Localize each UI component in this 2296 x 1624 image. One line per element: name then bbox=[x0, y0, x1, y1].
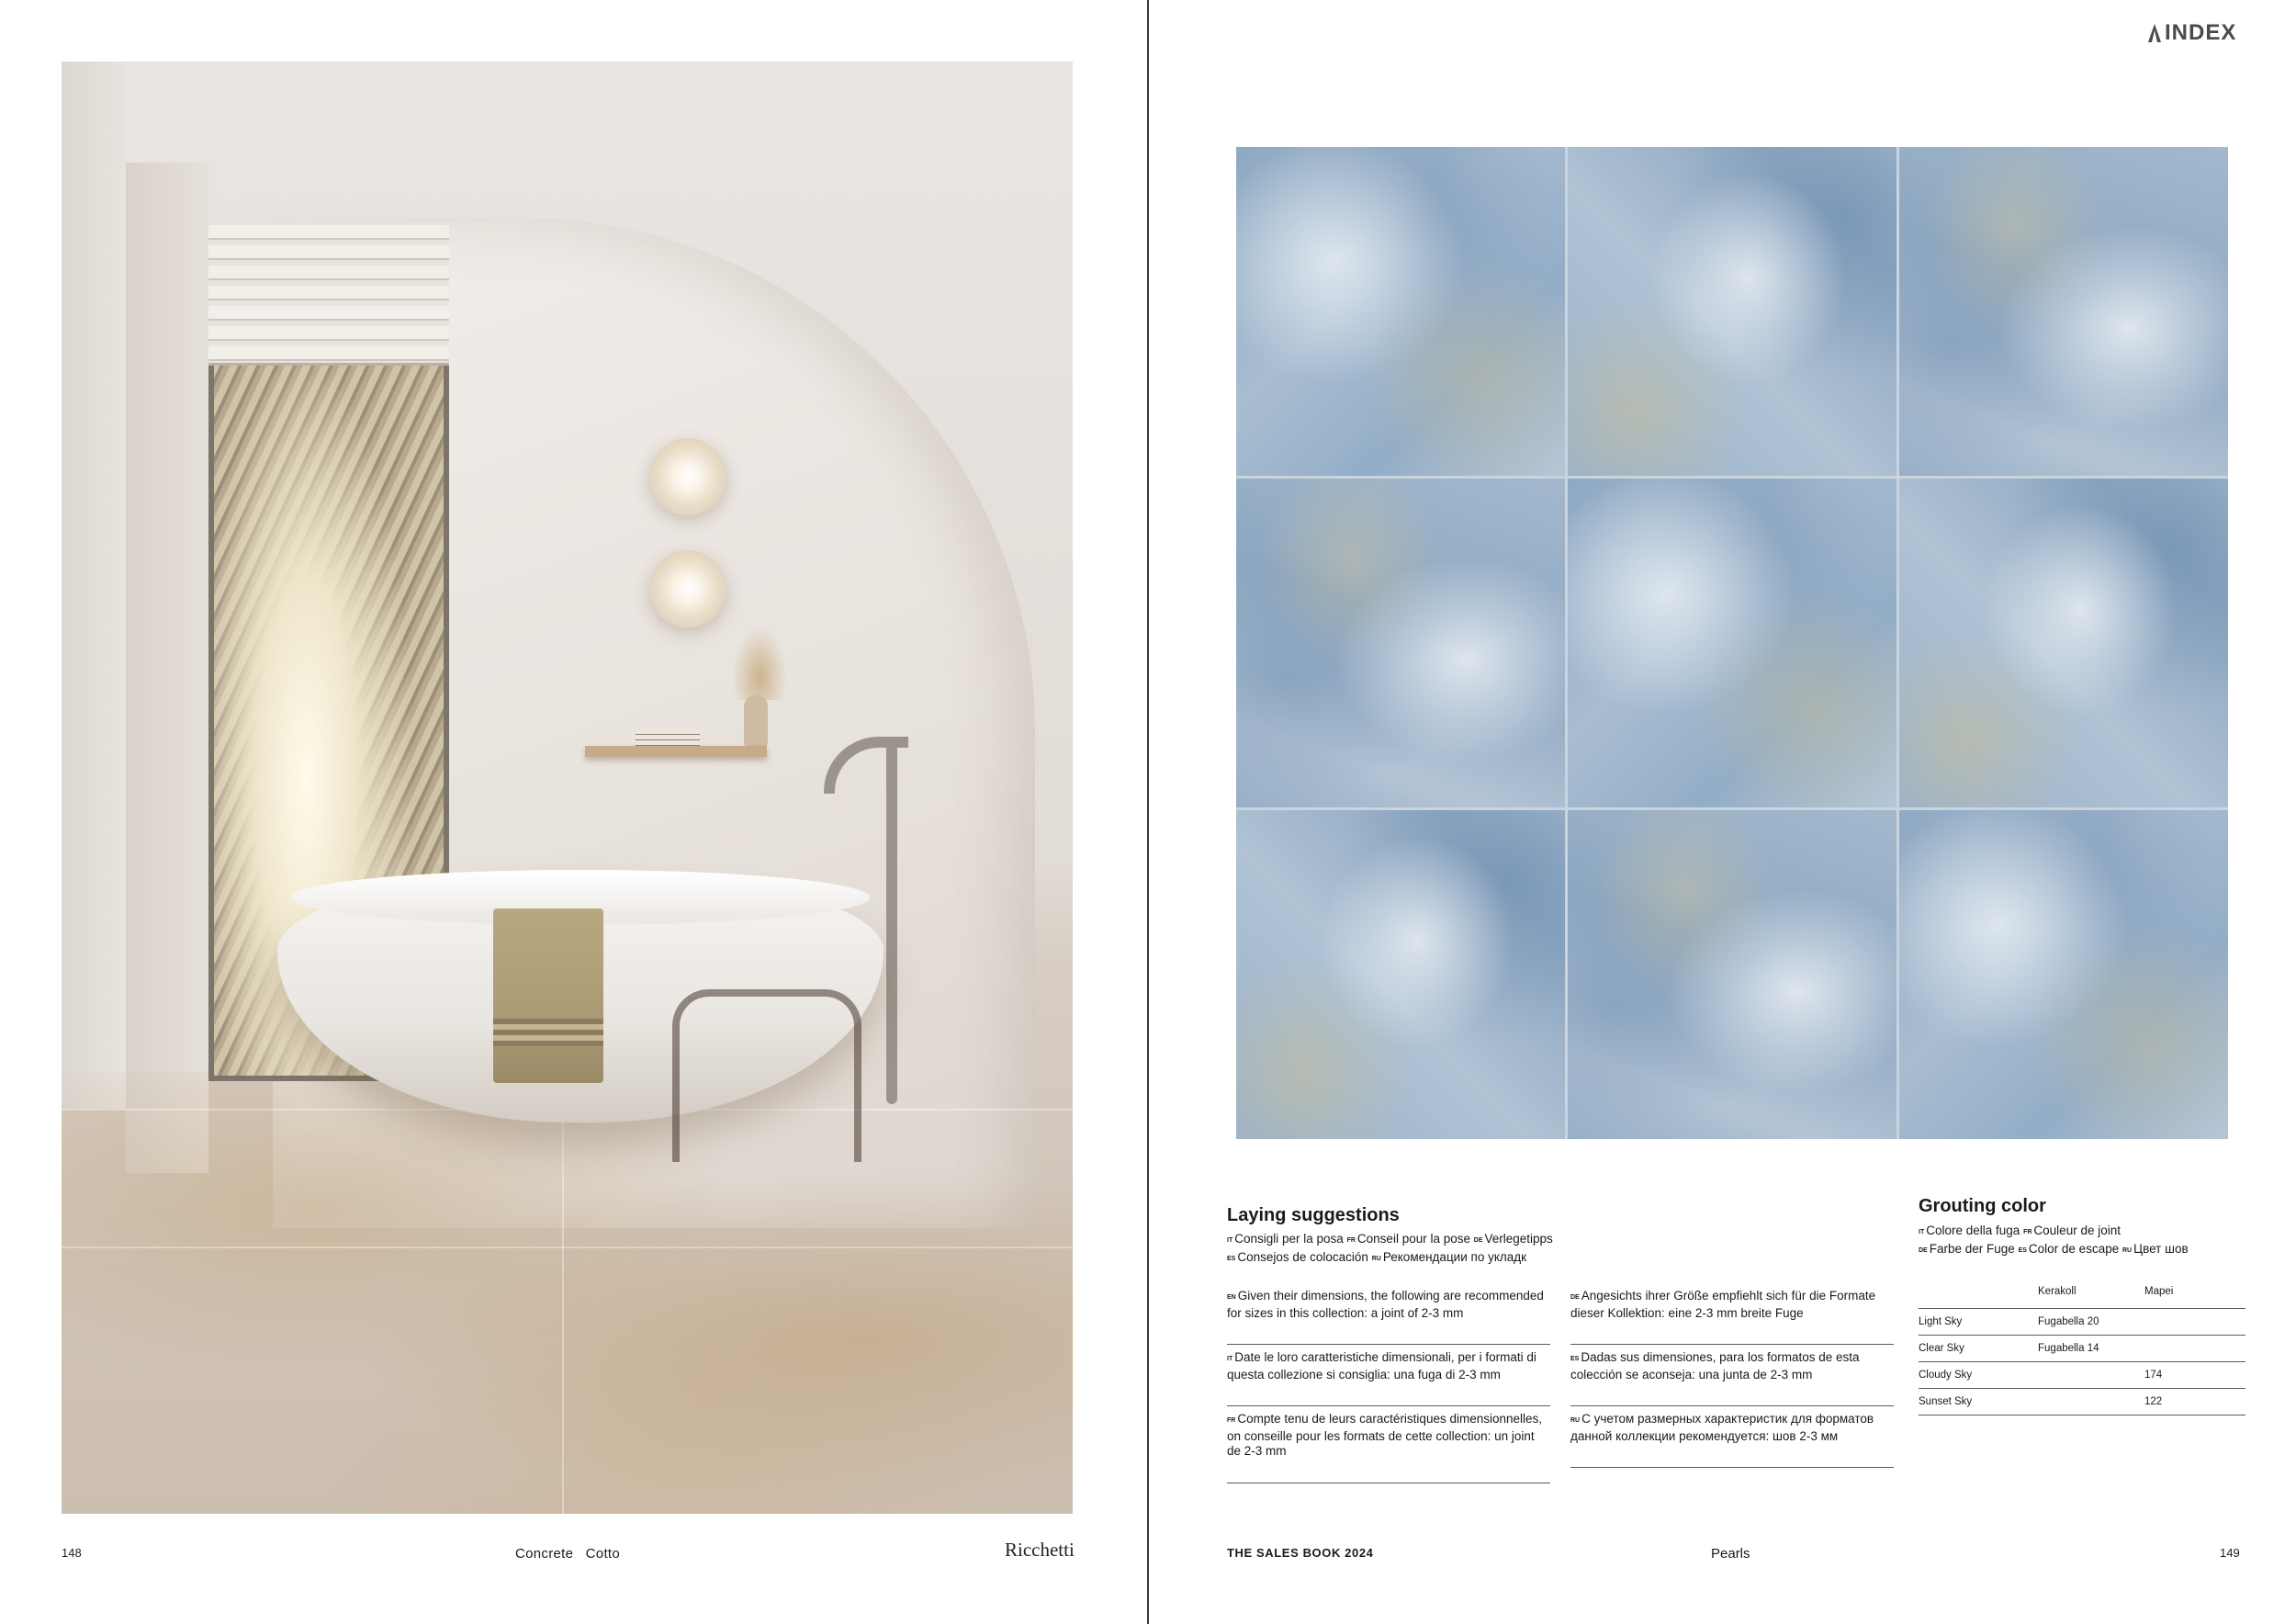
lang-code: FR bbox=[2023, 1229, 2032, 1235]
photo-wall-lamp bbox=[649, 438, 726, 515]
lang-code: DE bbox=[1570, 1294, 1580, 1301]
index-label: INDEX bbox=[2165, 20, 2237, 45]
lang-code: IT bbox=[1919, 1229, 1925, 1235]
table-cell: Light Sky bbox=[1919, 1309, 2038, 1336]
photo-books bbox=[636, 729, 700, 746]
table-row bbox=[1919, 1336, 2245, 1362]
tip-text: С учетом размерных характеристик для форматов данной коллекции рекомендуется: шов 2-3 мм bbox=[1570, 1412, 1874, 1443]
photo-marble-floor bbox=[62, 1072, 1073, 1514]
table-header-cell: Mapei bbox=[2144, 1286, 2174, 1297]
translation-text: Цвет шов bbox=[2133, 1242, 2189, 1256]
table-cell: 174 bbox=[2144, 1362, 2245, 1389]
tile-sample bbox=[1568, 810, 1896, 1139]
photo-wall-recess bbox=[126, 163, 208, 1173]
brand-logo: Ricchetti bbox=[1005, 1539, 1075, 1561]
lang-code: EN bbox=[1227, 1294, 1236, 1301]
laying-tip-en bbox=[1227, 1289, 1550, 1345]
photo-roman-blind bbox=[208, 225, 449, 366]
grouting-color-title: Grouting color bbox=[1919, 1196, 2046, 1216]
photo-floor-joint bbox=[62, 1246, 1073, 1248]
tile-sample-grid bbox=[1236, 147, 2228, 1139]
tile-sample bbox=[1236, 479, 1565, 807]
table-cell bbox=[2038, 1389, 2144, 1415]
tip-text: Angesichts ihrer Größe empfiehlt sich für die Formate dieser Kollektion: eine 2-3 mm breite Fuge bbox=[1570, 1289, 1876, 1320]
table-cell: Clear Sky bbox=[1919, 1336, 2038, 1362]
tile-sample bbox=[1236, 810, 1565, 1139]
index-arrow-icon bbox=[2146, 23, 2163, 43]
lang-code: RU bbox=[1371, 1256, 1381, 1262]
lang-code: RU bbox=[1570, 1417, 1581, 1424]
laying-title-translations bbox=[1227, 1231, 1613, 1268]
translation-text: Verlegetipps bbox=[1484, 1232, 1553, 1246]
photo-floor-joint bbox=[562, 1109, 564, 1514]
table-cell bbox=[2038, 1362, 2144, 1389]
index-link[interactable] bbox=[2146, 20, 2236, 46]
tile-sample bbox=[1899, 810, 2228, 1139]
lang-code: IT bbox=[1227, 1237, 1233, 1244]
photo-left-wall bbox=[62, 62, 126, 1109]
table-row bbox=[1919, 1389, 2245, 1415]
photo-pampas-grass bbox=[732, 626, 787, 700]
translation-text: Consejos de colocación bbox=[1237, 1250, 1368, 1264]
tile-sample bbox=[1236, 147, 1565, 476]
table-header-cell bbox=[1919, 1286, 2038, 1309]
photo-wall-lamp bbox=[649, 550, 726, 627]
table-header-cell: Kerakoll bbox=[2038, 1286, 2077, 1297]
photo-floor-faucet bbox=[886, 737, 897, 1104]
table-cell: Cloudy Sky bbox=[1919, 1362, 2038, 1389]
table-cell: Fugabella 14 bbox=[2038, 1336, 2144, 1362]
grouting-title-translations bbox=[1919, 1223, 2286, 1259]
photo-glass-stool bbox=[672, 989, 861, 1162]
lang-code: FR bbox=[1346, 1237, 1356, 1244]
tile-sample bbox=[1568, 147, 1896, 476]
lang-code: IT bbox=[1227, 1356, 1233, 1362]
laying-tip-es bbox=[1570, 1350, 1894, 1406]
translation-text: Consigli per la posa bbox=[1234, 1232, 1344, 1246]
laying-tip-ru bbox=[1570, 1412, 1894, 1468]
photo-towel bbox=[493, 908, 603, 1083]
translation-text: Couleur de joint bbox=[2033, 1224, 2121, 1237]
laying-tip-it bbox=[1227, 1350, 1550, 1406]
table-cell bbox=[2144, 1309, 2245, 1336]
right-page bbox=[1149, 0, 2296, 1624]
table-cell: Sunset Sky bbox=[1919, 1389, 2038, 1415]
lang-code: DE bbox=[1473, 1237, 1483, 1244]
tile-sample bbox=[1899, 147, 2228, 476]
lang-code: RU bbox=[2122, 1247, 2133, 1254]
translation-text: Colore della fuga bbox=[1926, 1224, 2020, 1237]
page-number-right: 149 bbox=[2220, 1546, 2240, 1560]
tile-sample bbox=[1568, 479, 1896, 807]
tip-text: Given their dimensions, the following are recommended for sizes in this collection: a joint of 2-3 mm bbox=[1227, 1289, 1544, 1320]
lang-code: ES bbox=[1570, 1356, 1580, 1362]
tip-text: Dadas sus dimensiones, para los formatos de esta colección se aconseja: una junta de 2-3 mm bbox=[1570, 1350, 1860, 1382]
translation-text: Рекомендации по укладк bbox=[1382, 1250, 1527, 1264]
footer-book-title: THE SALES BOOK 2024 bbox=[1227, 1546, 1374, 1560]
translation-text: Color de escape bbox=[2028, 1242, 2120, 1256]
table-cell bbox=[2144, 1336, 2245, 1362]
bathroom-photo bbox=[62, 62, 1073, 1514]
laying-tip-de bbox=[1570, 1289, 1894, 1345]
footer-collection-name: Pearls bbox=[1711, 1546, 1750, 1562]
table-cell: 122 bbox=[2144, 1389, 2245, 1415]
lang-code: ES bbox=[1227, 1256, 1236, 1262]
laying-tip-fr bbox=[1227, 1412, 1550, 1483]
footer-collection-names: Concrete Cotto bbox=[515, 1546, 621, 1562]
tip-text: Date le loro caratteristiche dimensionali, per i formati di questa collezione si consiglia: una fuga di 2-3 mm bbox=[1227, 1350, 1536, 1382]
page-number-left: 148 bbox=[62, 1546, 82, 1560]
translation-text: Conseil pour la pose bbox=[1356, 1232, 1470, 1246]
tile-sample bbox=[1899, 479, 2228, 807]
lang-code: FR bbox=[1227, 1417, 1236, 1424]
tip-text: Compte tenu de leurs caractéristiques dimensionnelles, on conseille pour les formats de cette collection: un joint de 2-3 mm bbox=[1227, 1412, 1543, 1458]
table-row bbox=[1919, 1309, 2245, 1336]
photo-vase bbox=[744, 695, 768, 747]
photo-wood-shelf bbox=[585, 746, 767, 757]
lang-code: DE bbox=[1919, 1247, 1928, 1254]
table-cell: Fugabella 20 bbox=[2038, 1309, 2144, 1336]
table-header-row bbox=[1919, 1286, 2245, 1309]
table-row bbox=[1919, 1362, 2245, 1389]
laying-suggestions-title: Laying suggestions bbox=[1227, 1205, 1400, 1225]
grouting-color-table bbox=[1919, 1286, 2245, 1415]
lang-code: ES bbox=[2018, 1247, 2027, 1254]
translation-text: Farbe der Fuge bbox=[1929, 1242, 2015, 1256]
